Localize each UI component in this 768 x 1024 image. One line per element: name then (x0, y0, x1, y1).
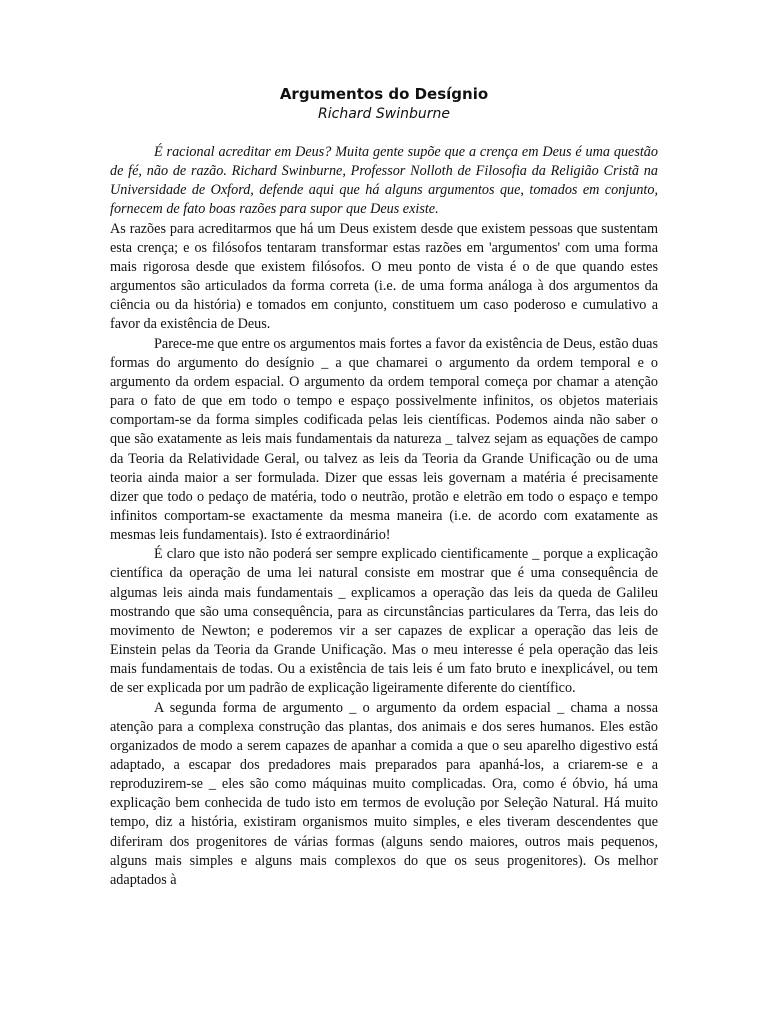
body-paragraph: As razões para acreditarmos que há um Deus existem desde que existem pessoas que sustentam esta crença; e os filósofos tentaram transformar estas razões em 'argumentos' com uma forma mais rigorosa desde que existem filósofos. O meu ponto de vista é o de que quando estes argumentos são articulados da forma correta (i.e. de uma forma análoga à dos argumentos da ciência ou da história) e tomados em conjunto, constituem um caso poderoso e cumulativo a favor da existência de Deus. (110, 220, 658, 333)
document-author: Richard Swinburne (318, 106, 450, 122)
document-page (110, 80, 658, 890)
body-paragraph: Parece-me que entre os argumentos mais fortes a favor da existência de Deus, estão duas formas do argumento do desígnio _ a que chamarei o argumento da ordem temporal e o argumento da ordem espacial. O argumento da ordem temporal começa por chamar a atenção para o fato de que em todo o tempo e espaço possivelmente infinitos, os objetos materiais comportam-se da forma simples codificada pelas leis científicas. Podemos ainda não saber o que são exatamente as leis mais fundamentais da natureza _ talvez sejam as equações de campo da Teoria da Relatividade Geral, ou talvez as leis da Teoria da Grande Unificação ou de uma teoria ainda maior a ser formulada. Dizer que essas leis governam a matéria é precisamente dizer que todo o pedaço de matéria, todo o neutrão, protão e eletrão em todo o espaço e tempo infinitos comportam-se exactamente da mesma maneira (i.e. de acordo com exatamente as mesmas leis fundamentais). Isto é extraordinário! (110, 335, 658, 544)
body-paragraph: A segunda forma de argumento _ o argumento da ordem espacial _ chama a nossa atenção para a complexa construção das plantas, dos animais e dos seres humanos. Eles estão organizados de modo a serem capazes de apanhar a comida a que o seu aparelho digestivo está adaptado, a escapar dos predadores mais preparados para apanhá-los, a criarem-se e a reproduzirem-se _ eles são como máquinas muito complicadas. Ora, como é óbvio, há uma explicação bem conhecida de tudo isto em termos de evolução por Seleção Natural. Há muito tempo, diz a história, existiram organismos muito simples, e eles tiveram descendentes que diferiram dos progenitores de várias formas (alguns sendo maiores, outros mais pequenos, alguns mais simples e alguns mais complexos do que os seus progenitores). Os melhor adaptados à (110, 699, 658, 888)
body-paragraph: É claro que isto não poderá ser sempre explicado cientificamente _ porque a explicação científica da operação de uma lei natural consiste em mostrar que é uma consequência de algumas leis ainda mais fundamentais _ explicamos a operação das leis da queda de Galileu mostrando que são uma consequência, para as circunstâncias particulares da Terra, das leis do movimento de Newton; e poderemos vir a ser capazes de explicar a operação das leis de Einstein pelas da Teoria da Grande Unificação. Mas o meu interesse é pela operação das leis mais fundamentais de todas. Ou a existência de tais leis é um fato bruto e inexplicável, ou tem de ser explicada por um padrão de explicação ligeiramente diferente do científico. (110, 546, 658, 697)
document-title: Argumentos do Desígnio (279, 85, 489, 103)
intro-paragraph: É racional acreditar em Deus? Muita gente supõe que a crença em Deus é uma questão de fé, não de razão. Richard Swinburne, Professor Nolloth de Filosofia da Religião Cristã na Universidade de Oxford, defende aqui que há alguns argumentos que, tomados em conjunto, fornecem de fato boas razões para supor que Deus existe. (110, 144, 658, 218)
document-body (110, 143, 658, 890)
